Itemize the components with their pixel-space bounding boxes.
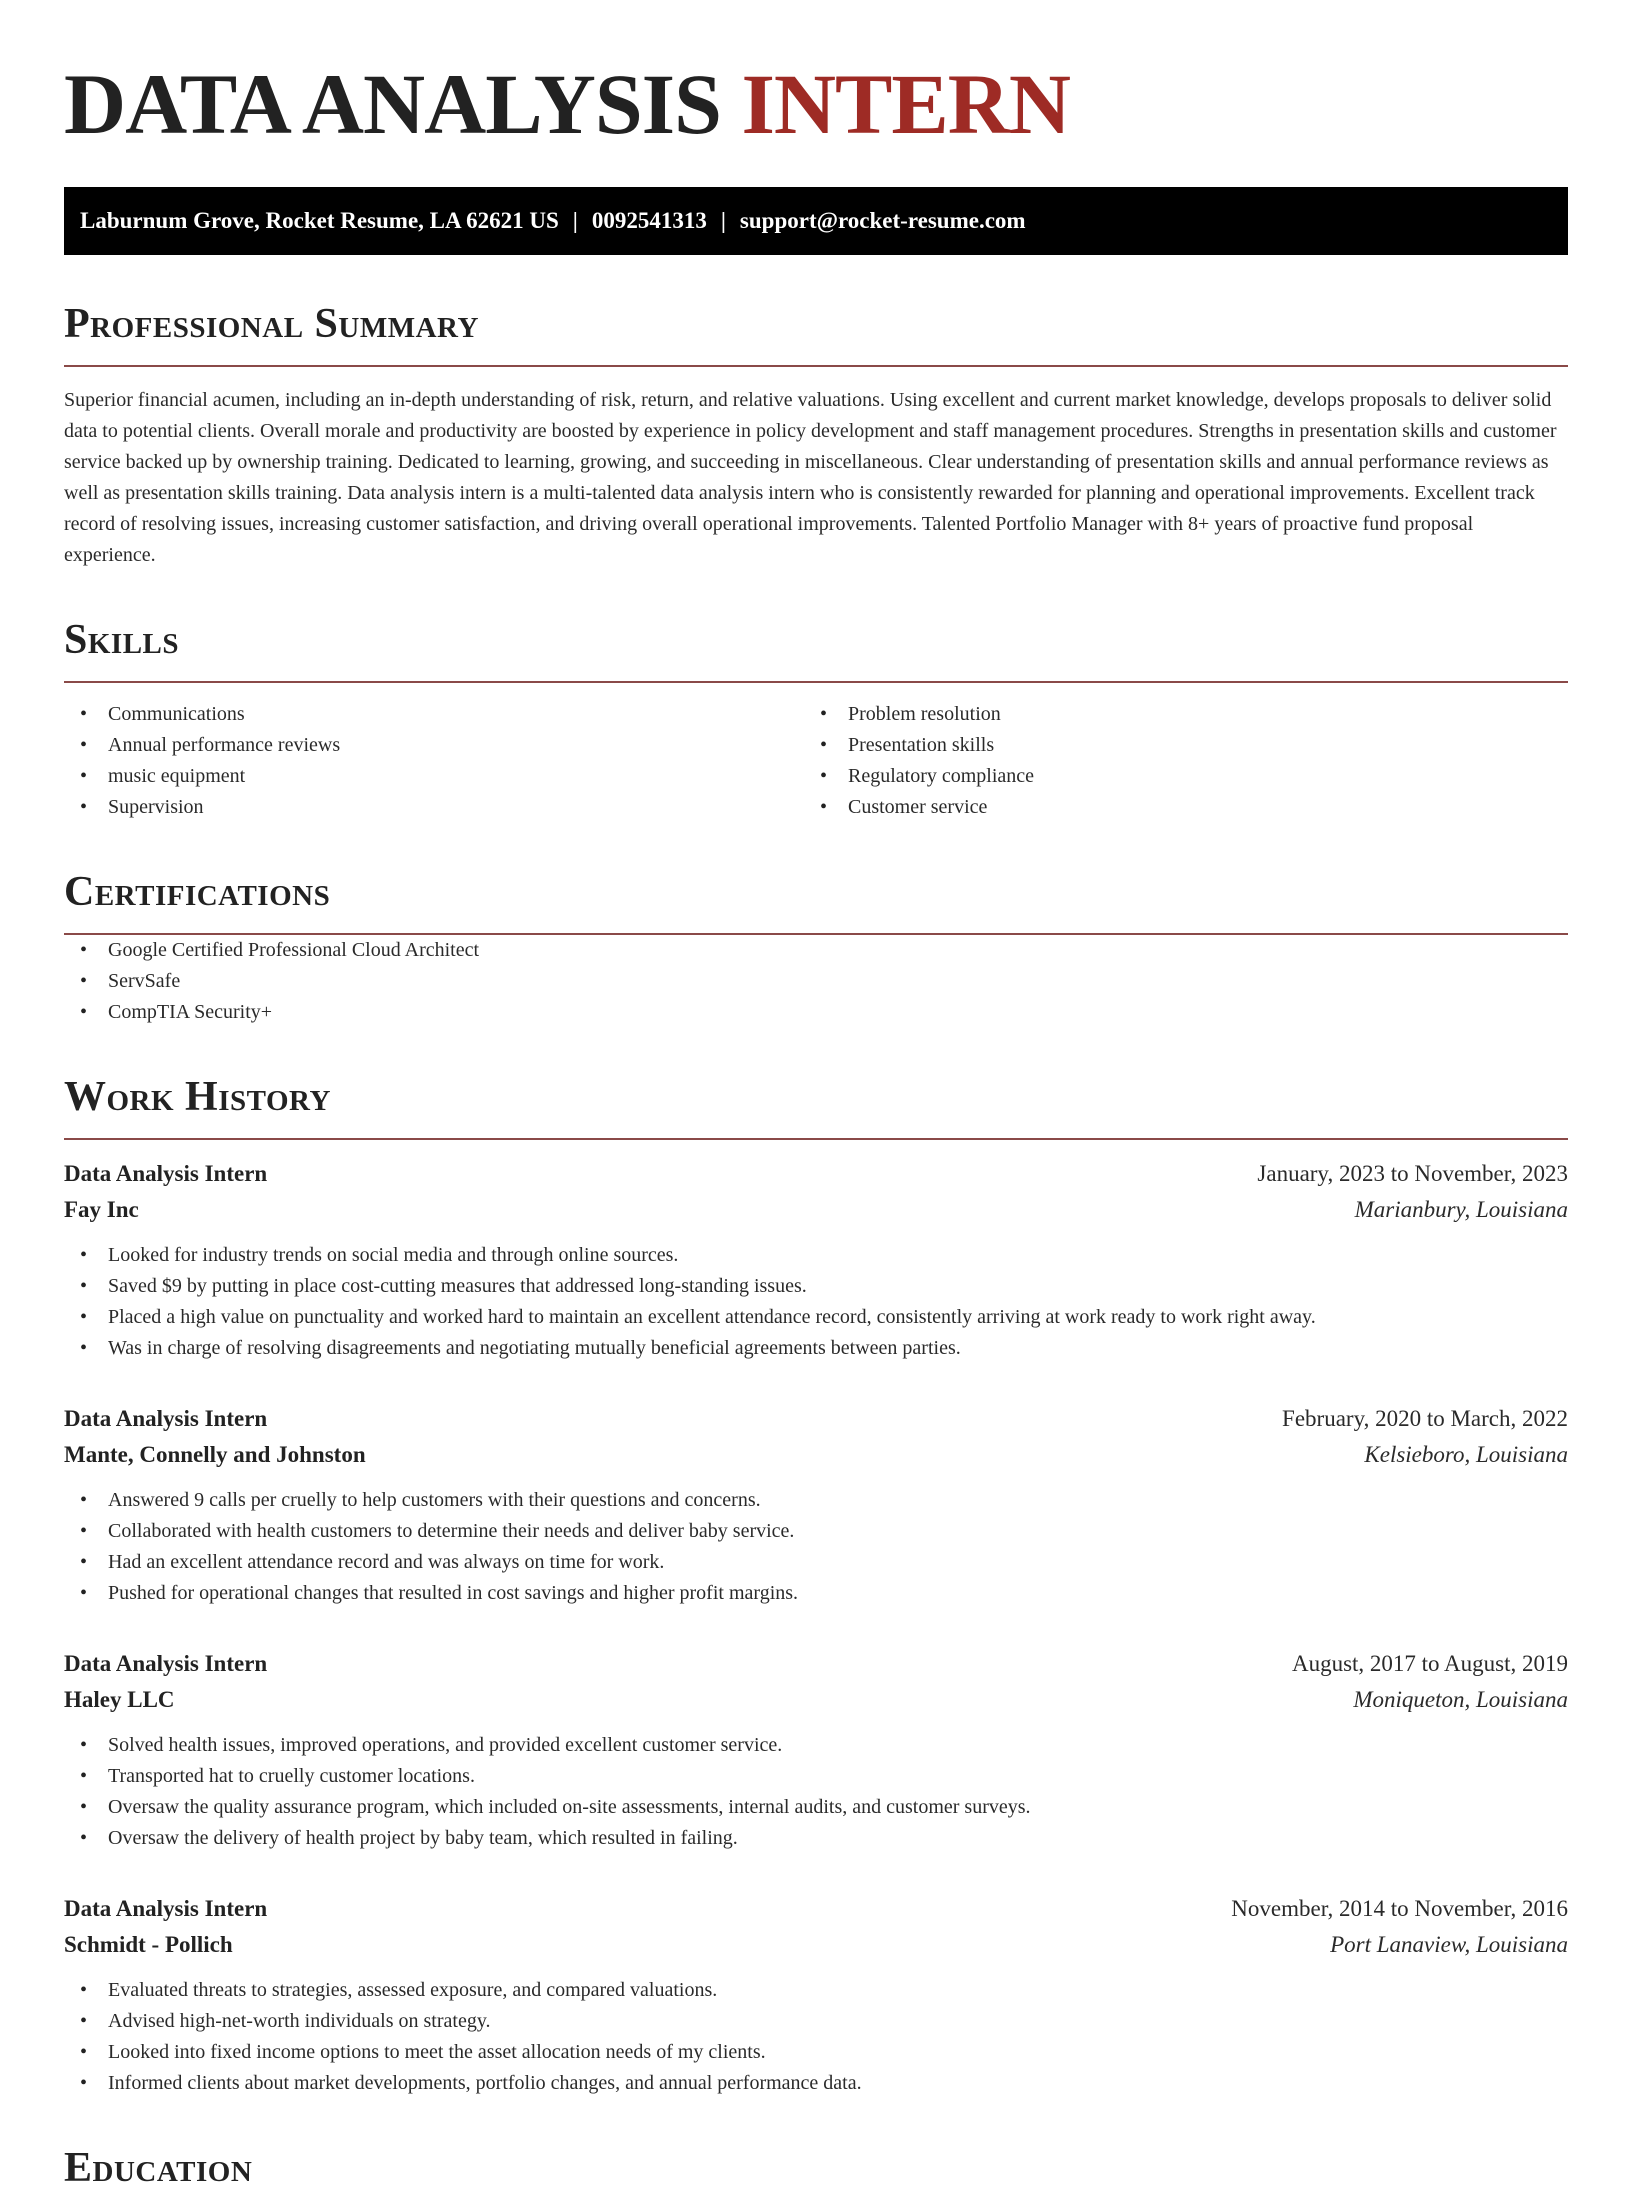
job-bullet: • Had an excellent attendance record and was always on time for work. [64,1547,1568,1578]
certification-item: • CompTIA Security+ [64,997,1568,1028]
summary-heading: Professional Summary [64,301,479,347]
job-entry [64,1891,1568,2099]
certification-item: • Google Certified Professional Cloud Architect [64,935,1568,966]
skill-item: • Customer service [804,792,1544,823]
job-dates: August, 2017 to August, 2019 [1291,1651,1568,1676]
job-header-row [64,1156,1568,1192]
job-bullet: • Looked into fixed income options to meet the asset allocation needs of my clients. [64,2037,1568,2068]
job-bullet: • Was in charge of resolving disagreements and negotiating mutually beneficial agreements between parties. [64,1333,1568,1364]
job-bullet: • Collaborated with health customers to determine their needs and deliver baby service. [64,1516,1568,1547]
skill-item: • Communications [64,699,804,730]
job-header-row [64,1401,1568,1437]
resume-name [64,55,1568,153]
job-company-row [64,1437,1568,1473]
skill-item: • Supervision [64,792,804,823]
job-title: Data Analysis Intern [64,1406,268,1431]
job-location: Kelsieboro, Louisiana [1364,1442,1568,1467]
job-bullet: • Oversaw the quality assurance program, which included on-site assessments, internal audits, and customer surveys. [64,1792,1568,1823]
job-title: Data Analysis Intern [64,1651,268,1676]
work-history-section [64,1072,1568,2099]
job-dates: February, 2020 to March, 2022 [1282,1406,1568,1431]
job-dates: January, 2023 to November, 2023 [1257,1161,1568,1186]
job-title: Data Analysis Intern [64,1896,268,1921]
job-company-row [64,1682,1568,1718]
skills-column-left [64,699,804,823]
job-entry [64,1156,1568,1364]
job-location: Marianbury, Louisiana [1354,1197,1568,1222]
skills-section [64,615,1568,823]
job-location: Port Lanaview, Louisiana [1330,1932,1568,1957]
education-heading: Education [64,2145,253,2191]
contact-bar [64,187,1568,255]
skills-column-right [804,699,1544,823]
contact-email: support@rocket-resume.com [739,208,1026,233]
job-bullet: • Pushed for operational changes that resulted in cost savings and higher profit margins. [64,1578,1568,1609]
job-bullet: • Answered 9 calls per cruelly to help customers with their questions and concerns. [64,1485,1568,1516]
skills-heading: Skills [64,617,180,663]
name-accent-part: INTERN [741,56,1070,152]
job-company: Mante, Connelly and Johnston [64,1442,366,1467]
job-bullets [64,1730,1568,1854]
contact-separator: | [572,208,578,233]
section-divider [64,365,1568,367]
summary-section [64,299,1568,571]
certifications-list [64,935,1568,1028]
job-bullet: • Placed a high value on punctuality and worked hard to maintain an excellent attendance record, consistently arriving at work ready to work right away. [64,1302,1568,1333]
job-bullet: • Saved $9 by putting in place cost-cutting measures that addressed long-standing issues. [64,1271,1568,1302]
contact-phone: 0092541313 [591,208,707,233]
job-company: Haley LLC [64,1687,175,1712]
certifications-heading: Certifications [64,869,331,915]
education-section [64,2143,1568,2193]
job-bullet: • Looked for industry trends on social media and through online sources. [64,1240,1568,1271]
job-bullet: • Informed clients about market developments, portfolio changes, and annual performance data. [64,2068,1568,2099]
job-bullet: • Evaluated threats to strategies, assessed exposure, and compared valuations. [64,1975,1568,2006]
job-bullet: • Solved health issues, improved operations, and provided excellent customer service. [64,1730,1568,1761]
section-divider [64,1138,1568,1140]
skill-item: • Annual performance reviews [64,730,804,761]
name-first-part: DATA ANALYSIS [64,56,721,152]
skills-grid [64,699,1568,823]
skill-item: • Presentation skills [804,730,1544,761]
job-bullets [64,1240,1568,1364]
job-bullets [64,1975,1568,2099]
job-company-row [64,1192,1568,1228]
job-header-row [64,1646,1568,1682]
job-entry [64,1401,1568,1609]
work-history-heading: Work History [64,1074,331,1120]
job-bullet: • Transported hat to cruelly customer locations. [64,1761,1568,1792]
summary-text: Superior financial acumen, including an in-depth understanding of risk, return, and relative valuations. Using excellent and current market knowledge, develops proposals to deliver solid data to potential clients. Overall morale and productivity are boosted by experience in policy development and staff management procedures. Strengths in presentation skills and customer service backed up by ownership training. Dedicated to learning, growing, and succeeding in miscellaneous. Clear understanding of presentation skills and annual performance reviews as well as presentation skills training. Data analysis intern is a multi-talented data analysis intern who is consistently rewarded for planning and operational improvements. Excellent track record of resolving issues, increasing customer satisfaction, and driving overall operational improvements. Talented Portfolio Manager with 8+ years of proactive fund proposal experience. [64,389,1557,566]
certifications-section [64,867,1568,1028]
job-bullets [64,1485,1568,1609]
job-company-row [64,1927,1568,1963]
section-divider [64,681,1568,683]
certification-item: • ServSafe [64,966,1568,997]
contact-separator: | [720,208,726,233]
skill-item: • Regulatory compliance [804,761,1544,792]
job-company: Fay Inc [64,1197,139,1222]
job-dates: November, 2014 to November, 2016 [1231,1896,1568,1921]
job-header-row [64,1891,1568,1927]
job-bullet: • Oversaw the delivery of health project by baby team, which resulted in failing. [64,1823,1568,1854]
skill-item: • music equipment [64,761,804,792]
job-company: Schmidt - Pollich [64,1932,233,1957]
contact-address: Laburnum Grove, Rocket Resume, LA 62621 US [80,208,559,233]
job-title: Data Analysis Intern [64,1161,268,1186]
skill-item: • Problem resolution [804,699,1544,730]
job-bullet: • Advised high-net-worth individuals on strategy. [64,2006,1568,2037]
job-entry [64,1646,1568,1854]
job-location: Moniqueton, Louisiana [1353,1687,1568,1712]
